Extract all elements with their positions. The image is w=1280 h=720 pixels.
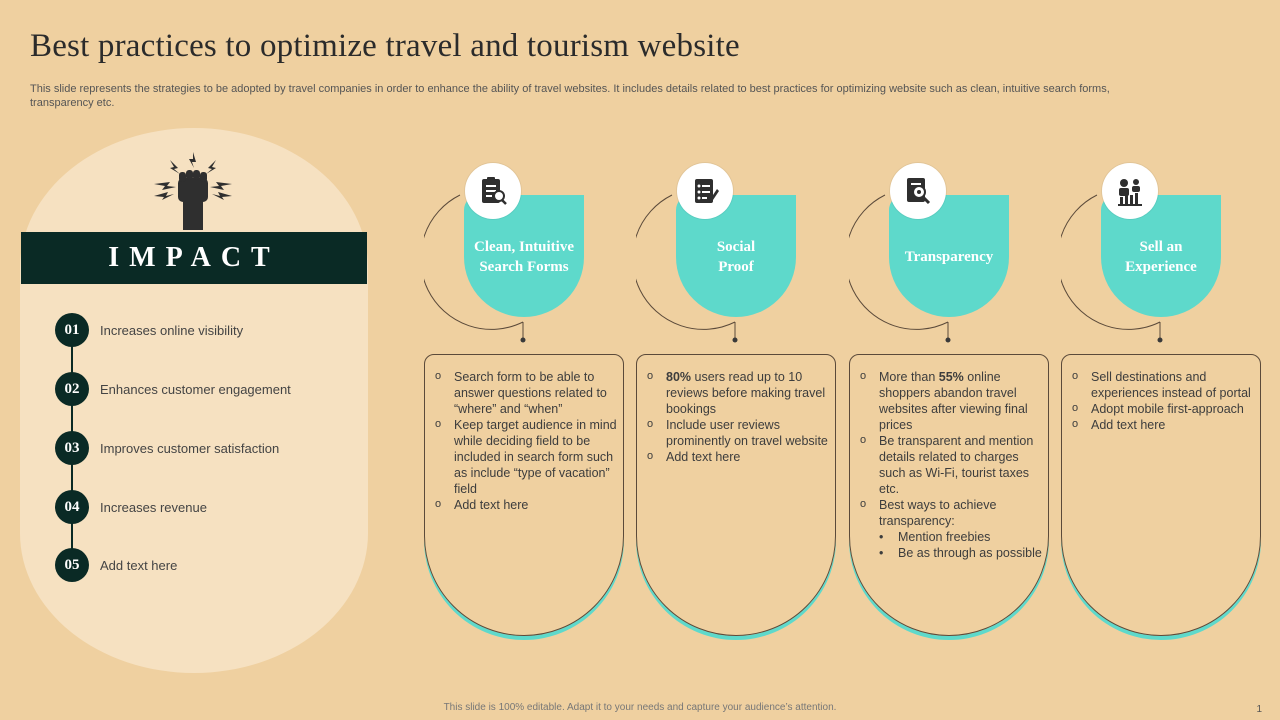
- card-box: [1061, 354, 1261, 636]
- card-title: Clean, Intuitive Search Forms: [473, 239, 574, 275]
- sub-bullet: • Be as through as possible: [879, 545, 1042, 561]
- card-box: [849, 354, 1049, 636]
- page-subtitle: This slide represents the strategies to be adopted by travel companies in order to enhance the ability of travel websites. It includes details related to best practices for optimizing website such as clean, intuitive search forms, transparency etc.: [30, 83, 1110, 109]
- page-number: 1: [1256, 704, 1262, 715]
- card-bullets: [860, 369, 1042, 561]
- bullet: o Be transparent and mention details related to charges such as Wi-Fi, tourist taxes etc.: [860, 433, 1042, 497]
- footer-note: This slide is 100% editable. Adapt it to your needs and capture your audience’s attention.: [443, 702, 837, 713]
- impact-text: Increases revenue: [100, 499, 207, 515]
- search-form-icon: [465, 163, 521, 219]
- page-title: Best practices to optimize travel and tourism website: [30, 28, 740, 64]
- card-bullets: [1072, 369, 1254, 433]
- card-transparency: [849, 150, 1059, 640]
- bullet: o Include user reviews prominently on travel website: [647, 417, 829, 449]
- reviews-icon: [677, 163, 733, 219]
- impact-item: [55, 372, 291, 406]
- card-title: Social Proof: [716, 239, 756, 275]
- impact-text: Increases online visibility: [100, 322, 244, 338]
- impact-item: [55, 490, 207, 524]
- impact-number: 03: [55, 431, 89, 465]
- bullet: o Adopt mobile first-approach: [1072, 401, 1254, 417]
- card-bullets: [435, 369, 617, 513]
- bullet: o Add text here: [435, 497, 617, 513]
- bullet: o Keep target audience in mind while deciding field to be included in search form such as include “type of vacation” field: [435, 417, 617, 497]
- sub-bullets: [879, 529, 1042, 561]
- card-sell-experience: [1061, 150, 1271, 640]
- card-box: [636, 354, 836, 636]
- impact-item: [55, 548, 177, 582]
- fist-icon: [148, 150, 238, 232]
- card-social-proof: [636, 150, 846, 640]
- document-search-icon: [890, 163, 946, 219]
- bullet: o More than 55% online shoppers abandon travel websites after viewing final prices: [860, 369, 1042, 433]
- impact-number: 04: [55, 490, 89, 524]
- bullet: o Best ways to achieve transparency: • Mention freebies • Be as through as possible: [860, 497, 1042, 561]
- card-box: [424, 354, 624, 636]
- impact-text: Improves customer satisfaction: [100, 440, 280, 456]
- bullet: o Search form to be able to answer questions related to “where” and “when”: [435, 369, 617, 417]
- impact-number: 01: [55, 313, 89, 347]
- impact-text: Add text here: [100, 557, 178, 573]
- impact-text: Enhances customer engagement: [100, 381, 291, 397]
- card-title: Sell an Experience: [1125, 239, 1197, 275]
- impact-item: [55, 313, 243, 347]
- bullet: o Add text here: [647, 449, 829, 465]
- sub-bullet: • Mention freebies: [879, 529, 1042, 545]
- bullet: o 80% users read up to 10 reviews before making travel bookings: [647, 369, 829, 417]
- presentation-icon: [1102, 163, 1158, 219]
- bullet: o Add text here: [1072, 417, 1254, 433]
- impact-number: 05: [55, 548, 89, 582]
- card-title: Transparency: [904, 249, 994, 265]
- impact-heading: IMPACT: [21, 232, 367, 284]
- card-clean-search-forms: [424, 150, 634, 640]
- impact-item: [55, 431, 279, 465]
- bullet: o Sell destinations and experiences instead of portal: [1072, 369, 1254, 401]
- impact-number: 02: [55, 372, 89, 406]
- card-bullets: [647, 369, 829, 465]
